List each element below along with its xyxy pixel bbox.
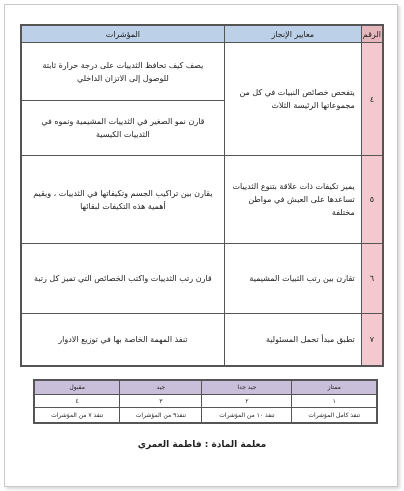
row-number: ٦ <box>361 244 383 314</box>
grade-label: مقبول <box>34 380 120 395</box>
row-number: ٧ <box>361 314 383 366</box>
table-header-row <box>21 25 383 43</box>
grade-label: جيد جدا <box>202 380 292 395</box>
grading-numbers-row <box>34 395 377 408</box>
grade-label: ممتاز <box>292 380 377 395</box>
indicator-cell: قارن رتب الثدييات واكتب الخصائص التي تميز كل رتبة <box>21 244 224 314</box>
indicator-cell: قارن نمو الصغير في الثدييات المشيمية ونموه في الثدييات الكيسية <box>21 101 224 156</box>
criterion-cell: يتفحص خصائص النبيات في كل من مجموعاتها الرئيسة الثلاث <box>224 43 361 156</box>
criterion-cell: تطبق مبدأ تحمل المسئولية <box>224 314 361 366</box>
table-row <box>21 43 383 101</box>
table-row <box>21 244 383 314</box>
grade-description: تنفذ٩ من المؤشرات <box>120 408 202 424</box>
grade-number: ٢ <box>202 395 292 408</box>
header-indicators: المؤشرات <box>21 25 224 43</box>
header-number: الرقم <box>361 25 383 43</box>
grade-description: تنفذ ١٠ من المؤشرات <box>202 408 292 424</box>
performance-criteria-table <box>20 24 384 367</box>
row-number: ٤ <box>361 43 383 156</box>
grading-scale-table <box>33 379 378 424</box>
row-number: ٥ <box>361 156 383 244</box>
criterion-cell: يميز تكيفات ذات علاقة بتنوع الثدييات تساعدها على العيش في مواطن مختلفة <box>224 156 361 244</box>
grading-descriptions-row <box>34 408 377 424</box>
grading-labels-row <box>34 380 377 395</box>
header-criteria: معايير الإنجاز <box>224 25 361 43</box>
grade-description: تنفذ كامل المؤشرات <box>292 408 377 424</box>
grade-description: تنفذ ٧ من المؤشرات <box>34 408 120 424</box>
grade-label: جيد <box>120 380 202 395</box>
indicator-cell: يصف كيف تحافظ الثدييات على درجة حرارة ثابتة للوصول إلى الاتزان الداخلي <box>21 43 224 101</box>
table-row <box>21 156 383 244</box>
grade-number: ٣ <box>120 395 202 408</box>
grade-number: ٤ <box>34 395 120 408</box>
indicator-cell: يقارن بين تراكيب الجسم وتكيفاتها في الثدييات ، ويقيم أهمية هذه التكيفات لبقائها <box>21 156 224 244</box>
teacher-signature-line: معلمة المادة : فاطمة العمري <box>137 440 267 450</box>
indicator-cell: تنفذ المهمة الخاصة بها في توزيع الادوار <box>21 314 224 366</box>
grade-number: ١ <box>292 395 377 408</box>
criterion-cell: تقارن بين رتب الثبيات المشيمية <box>224 244 361 314</box>
table-row <box>21 314 383 366</box>
